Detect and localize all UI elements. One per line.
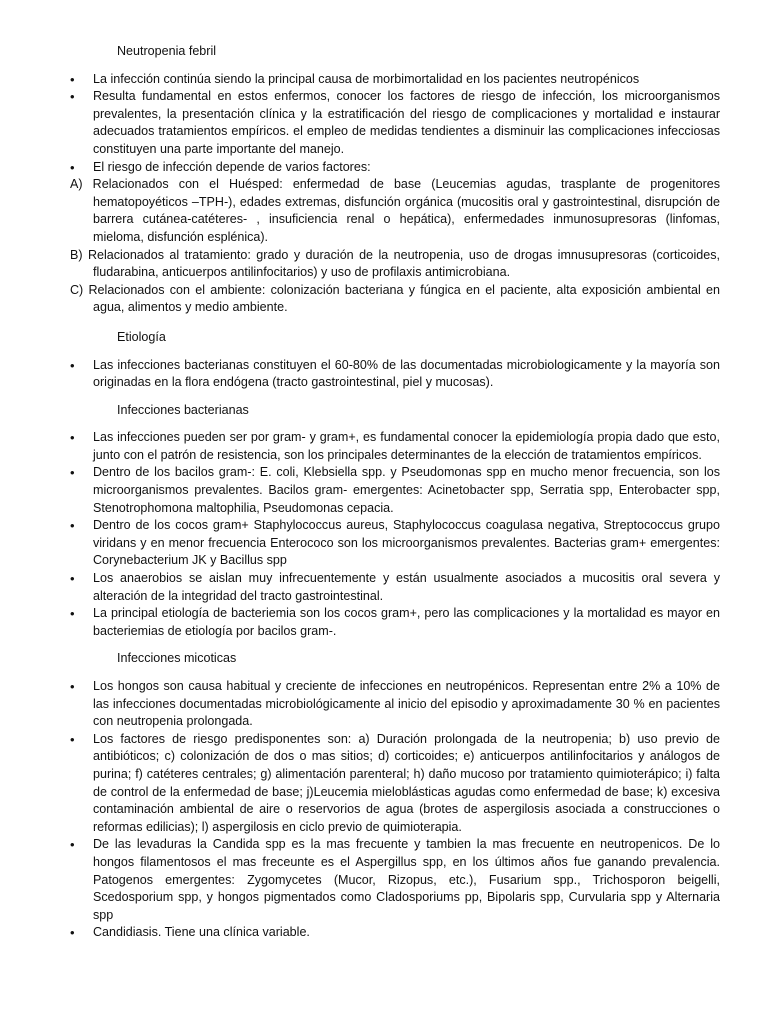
bullet-list-micoticas [70,678,720,942]
list-item: • Los hongos son causa habitual y creciente de infecciones en neutropénicos. Representan entre 2% a 10% de las infecciones documentadas microbiológicamente al inicio del episodio y aproximadamente 30 % en pacientes con neutropenia prolongada. [70,678,720,731]
factor-paragraph-b: B) Relacionados al tratamiento: grado y duración de la neutropenia, uso de drogas imnusupresoras (corticoides, fludarabina, anticuerpos antilinfocitarios) y uso de profilaxis antimicrobiana. [70,247,720,280]
list-item: • Dentro de los cocos gram+ Staphylococcus aureus, Staphylococcus coagulasa negativa, Streptococcus grupo viridans y en menor frecuencia Enterococo son los microorganismos prevalentes. Bacterias gram+ emergentes: Corynebacterium JK y Bacillus spp [70,517,720,570]
section-heading-etiologia: Etiología [117,329,166,344]
list-item: • Resulta fundamental en estos enfermos, conocer los factores de riesgo de infección, los microorganismos prevalentes, la presentación clínica y la estratificación del riesgo de complicaciones y mortalidad e instaurar adecuados tratamientos empíricos. el empleo de medidas tendientes a disminuir las complicaciones infecciosas constituyen una parte importante del manejo. [70,88,720,158]
factor-paragraph-a: A) Relacionados con el Huésped: enfermedad de base (Leucemias agudas, trasplante de progenitores hematopoyéticos –TPH-), edades extremas, disfunción orgánica (mucositis oral y gastrointestinal, disrupción de barrera cutánea-catéteres- , insuficiencia renal o hepática), enfermedades inmunosupresoras (linfomas, mieloma, disfunción esplénica). [70,177,720,244]
list-item: • Las infecciones pueden ser por gram- y gram+, es fundamental conocer la epidemiología propia dado que esto, junto con el patrón de resistencia, son los principales determinantes de la elección de tratamientos empíricos. [70,429,720,464]
list-item: • De las levaduras la Candida spp es la mas frecuente y tambien la mas frecuente en neutropenicos. De lo hongos filamentosos el mas freceunte es el Aspergillus spp, en los últimos años fue ganando prevalencia. Patogenos emergentes: Zygomycetes (Mucor, Rizopus, etc.), Fusarium spp., Trichosporon beigelli, Scedosporium spp, y hongos pigmentados como Cladosporiums pp, Bipolaris spp, Curvularia spp y Alternaria spp [70,836,720,924]
list-item: • Candidiasis. Tiene una clínica variable. [70,924,720,942]
bullet-list-bacterianas [70,429,720,640]
list-item: • La infección continúa siendo la principal causa de morbimortalidad en los pacientes neutropénicos [70,71,720,89]
bullet-list-neutropenia [70,71,720,177]
list-item: • La principal etiología de bacteriemia son los cocos gram+, pero las complicaciones y la mortalidad es mayor en bacteriemias de etiología por bacilos gram-. [70,605,720,640]
bullet-list-etiologia [70,357,720,392]
section-heading-micoticas: Infecciones micoticas [117,651,237,666]
section-heading-neutropenia: Neutropenia febril [117,44,217,58]
list-item: • Los anaerobios se aislan muy infrecuentemente y están usualmente asociados a mucositis oral severa y alteración de la integridad del tracto gastrointestinal. [70,570,720,605]
list-item: • Dentro de los bacilos gram-: E. coli, Klebsiella spp. y Pseudomonas spp en mucho menor frecuencia, son los microorganismos prevalentes. Bacilos gram- emergentes: Acinetobacter spp, Serratia spp, Enterobacter spp, Stenotrophomona maltophilia, Pseudomonas cepacia. [70,464,720,517]
list-item: • Las infecciones bacterianas constituyen el 60-80% de las documentadas microbiologicamente y la mayoría son originadas en la flora endógena (tracto gastrointestinal, piel y mucosas). [70,357,720,392]
list-item: • Los factores de riesgo predisponentes son: a) Duración prolongada de la neutropenia; b) uso previo de antibióticos; c) colonización de dos o mas sitios; d) corticoides; e) anticuerpos antilinfocitarios y análogos de purina; f) catéteres centrales; g) alimentación parenteral; h) daño mucoso por tratamiento quimioterápico; i) falta de control de la enfermedad de base; j)Leucemia mieloblásticas agudas como enfermedad de base; k) excesiva contaminación ambiental de aire o reservorios de agua (brotes de aspergilosis asociada a construcciones o reformas edilicias); l) aspergilosis en ciclo previo de quimioterapia. [70,731,720,837]
factor-paragraph-c: C) Relacionados con el ambiente: colonización bacteriana y fúngica en el paciente, alta exposición ambiental en agua, alimentos y medio ambiente. [70,282,720,315]
section-heading-bacterianas: Infecciones bacterianas [117,402,249,417]
list-item: • El riesgo de infección depende de varios factores: [70,159,720,177]
